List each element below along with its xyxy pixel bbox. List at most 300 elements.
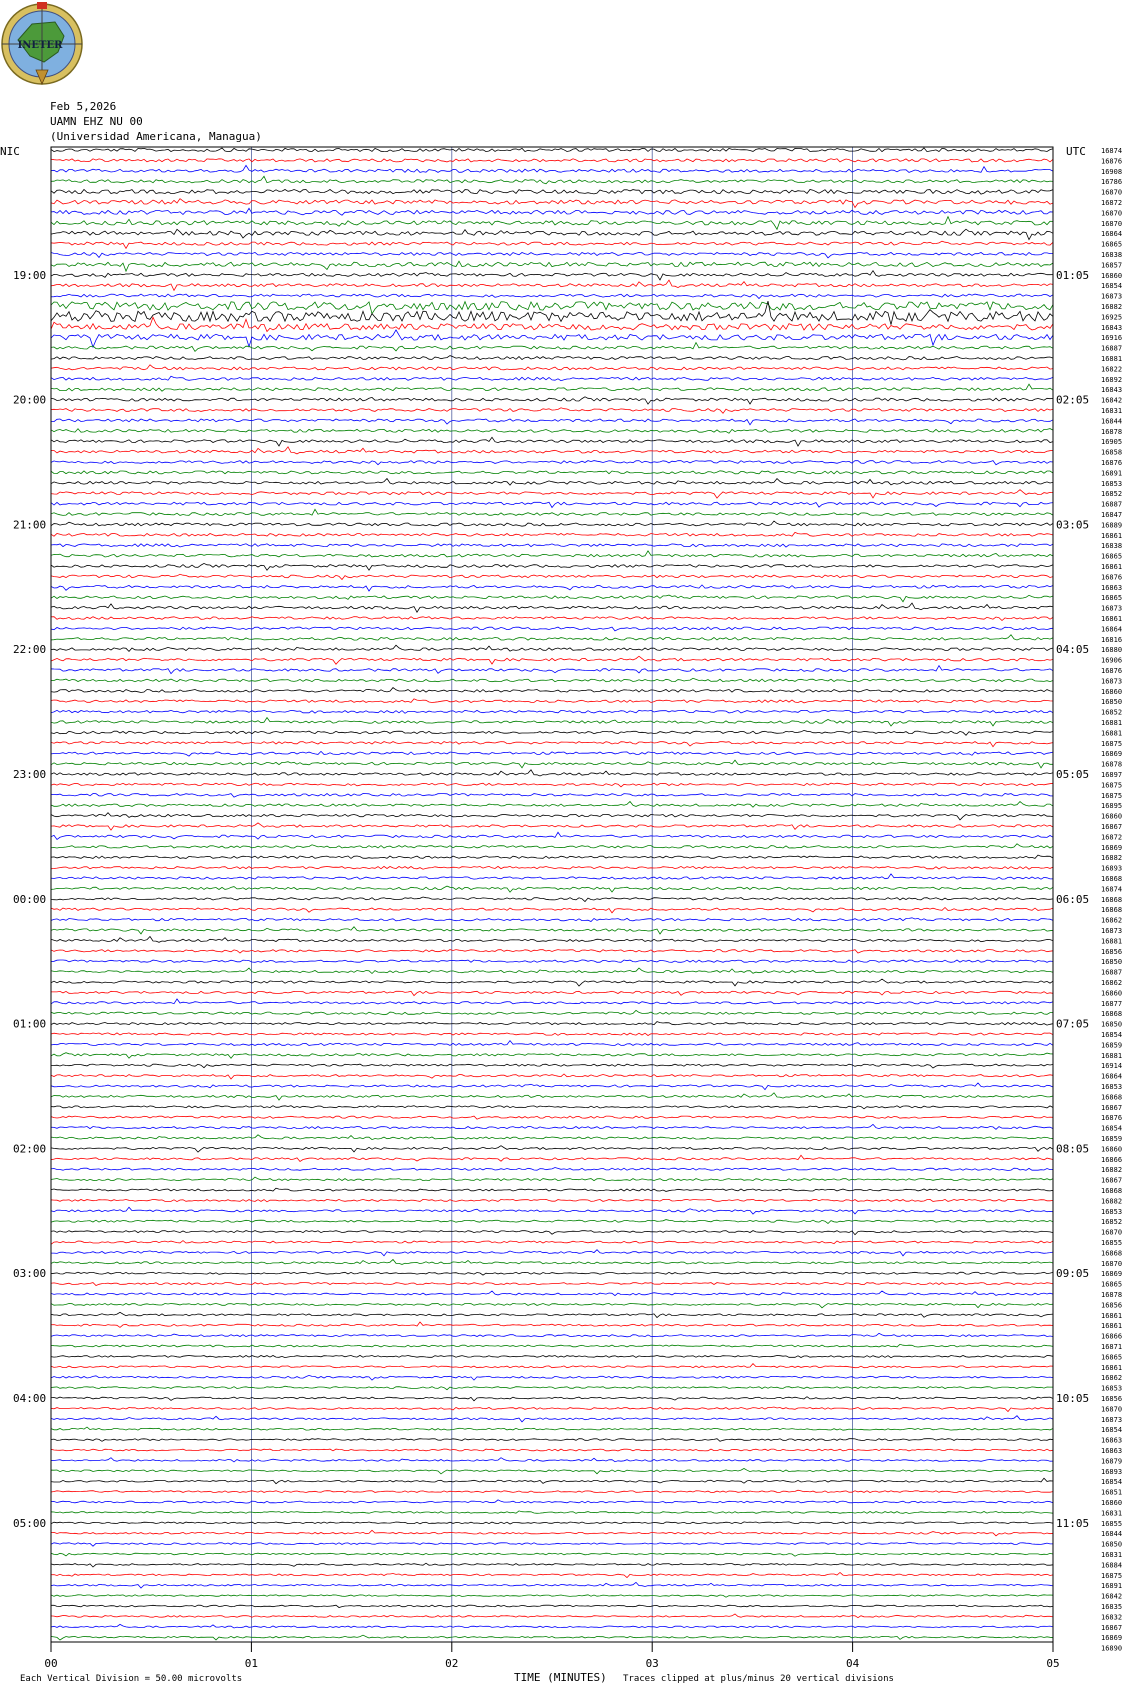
right-hour-label: 05:05 xyxy=(1056,768,1090,781)
row-baseline-label: 16860 xyxy=(1101,1145,1123,1154)
row-baseline-label: 16838 xyxy=(1101,542,1123,551)
trace-row-110 xyxy=(51,1291,1053,1296)
trace-row-70 xyxy=(51,874,1053,879)
trace-row-18 xyxy=(51,330,1053,347)
trace-row-125 xyxy=(51,1449,1053,1451)
row-baseline-label: 16786 xyxy=(1101,178,1123,187)
trace-row-12 xyxy=(51,271,1053,280)
row-baseline-label: 16850 xyxy=(1101,1540,1123,1549)
row-baseline-label: 16876 xyxy=(1101,573,1123,582)
row-baseline-label: 16905 xyxy=(1101,438,1123,447)
row-baseline-label: 16893 xyxy=(1101,864,1123,873)
trace-row-21 xyxy=(51,365,1053,370)
trace-row-3 xyxy=(51,176,1053,184)
row-baseline-label: 16856 xyxy=(1101,1301,1123,1310)
x-tick-label: 04 xyxy=(845,1657,860,1670)
trace-row-75 xyxy=(51,927,1053,934)
trace-row-56 xyxy=(51,730,1053,735)
trace-row-120 xyxy=(51,1397,1053,1401)
station-code: UAMN EHZ NU 00 xyxy=(50,115,143,128)
trace-row-37 xyxy=(51,532,1053,536)
left-hour-label: 03:00 xyxy=(13,1267,47,1281)
row-baseline-label: 16860 xyxy=(1101,989,1123,998)
trace-row-22 xyxy=(51,376,1053,381)
row-baseline-label: 16852 xyxy=(1101,708,1123,717)
row-baseline-label: 16866 xyxy=(1101,1155,1123,1164)
left-hour-label: 05:00 xyxy=(13,1516,47,1530)
row-baseline-label: 16873 xyxy=(1101,604,1123,613)
trace-row-46 xyxy=(51,627,1053,631)
row-baseline-label: 16855 xyxy=(1101,1239,1123,1247)
row-baseline-label: 16842 xyxy=(1101,1592,1123,1601)
trace-row-139 xyxy=(51,1595,1053,1597)
row-baseline-label: 16889 xyxy=(1101,521,1123,530)
trace-row-96 xyxy=(51,1146,1053,1152)
trace-row-32 xyxy=(51,479,1053,486)
trace-row-57 xyxy=(51,742,1053,747)
row-baseline-label: 16887 xyxy=(1101,344,1123,353)
row-baseline-label: 16856 xyxy=(1101,947,1123,956)
trace-row-140 xyxy=(51,1605,1053,1607)
row-baseline-label: 16870 xyxy=(1101,219,1123,228)
trace-row-117 xyxy=(51,1364,1053,1368)
row-baseline-label: 16860 xyxy=(1101,271,1123,280)
trace-row-8 xyxy=(51,229,1053,239)
trace-row-122 xyxy=(51,1416,1053,1422)
x-tick-label: 01 xyxy=(244,1657,259,1670)
trace-row-27 xyxy=(51,429,1053,434)
trace-row-1 xyxy=(51,159,1053,162)
row-baseline-label: 16853 xyxy=(1101,1384,1123,1393)
row-baseline-label: 16869 xyxy=(1101,750,1123,759)
trace-row-98 xyxy=(51,1168,1053,1171)
right-hour-label: 01:05 xyxy=(1056,268,1090,282)
row-baseline-label: 16863 xyxy=(1101,1436,1123,1445)
trace-row-72 xyxy=(51,897,1053,902)
row-baseline-label: 16875 xyxy=(1101,739,1123,748)
trace-row-137 xyxy=(51,1573,1053,1578)
trace-row-103 xyxy=(51,1220,1053,1224)
trace-row-119 xyxy=(51,1386,1053,1390)
row-baseline-label: 16860 xyxy=(1101,1499,1123,1507)
row-baseline-label: 16854 xyxy=(1101,282,1123,291)
trace-row-5 xyxy=(51,199,1053,208)
row-baseline-label: 16861 xyxy=(1101,615,1123,623)
row-baseline-label: 16868 xyxy=(1101,1093,1123,1102)
trace-row-141 xyxy=(51,1614,1053,1618)
row-baseline-label: 16893 xyxy=(1101,1467,1123,1476)
trace-row-99 xyxy=(51,1177,1053,1181)
trace-row-43 xyxy=(51,595,1053,602)
row-baseline-label: 16870 xyxy=(1101,209,1123,218)
row-baseline-label: 16863 xyxy=(1101,1447,1123,1455)
row-baseline-label: 16865 xyxy=(1101,1280,1123,1289)
trace-row-66 xyxy=(51,832,1053,839)
trace-row-24 xyxy=(51,397,1053,404)
trace-row-74 xyxy=(51,918,1053,922)
trace-row-124 xyxy=(51,1439,1053,1442)
row-baseline-label: 16852 xyxy=(1101,490,1123,499)
trace-row-92 xyxy=(51,1106,1053,1109)
row-baseline-label: 16856 xyxy=(1101,1395,1123,1403)
row-baseline-label: 16897 xyxy=(1101,771,1123,779)
trace-row-126 xyxy=(51,1458,1053,1462)
row-baseline-label: 16887 xyxy=(1101,968,1123,977)
row-baseline-label: 16862 xyxy=(1101,1374,1123,1383)
trace-row-13 xyxy=(51,280,1053,290)
trace-row-106 xyxy=(51,1250,1053,1256)
trace-row-136 xyxy=(51,1563,1053,1567)
row-baseline-label: 16873 xyxy=(1101,677,1123,686)
trace-row-34 xyxy=(51,502,1053,507)
trace-row-38 xyxy=(51,544,1053,547)
row-baseline-label: 16874 xyxy=(1101,885,1123,894)
row-baseline-label: 16867 xyxy=(1101,1176,1123,1185)
trace-row-67 xyxy=(51,844,1053,849)
row-baseline-label: 16891 xyxy=(1101,469,1123,478)
trace-row-42 xyxy=(51,585,1053,591)
right-axis-title: UTC xyxy=(1066,145,1086,158)
trace-row-48 xyxy=(51,645,1053,651)
row-baseline-label: 16855 xyxy=(1101,1519,1123,1528)
trace-row-121 xyxy=(51,1407,1053,1412)
right-hour-label: 03:05 xyxy=(1056,518,1090,532)
trace-row-23 xyxy=(51,384,1053,391)
scale-note: Each Vertical Division = 50.00 microvolts xyxy=(20,1674,243,1684)
logo-text: INETER xyxy=(17,40,63,51)
row-baseline-label: 16873 xyxy=(1101,1415,1123,1424)
row-baseline-label: 16854 xyxy=(1101,1124,1123,1133)
row-baseline-label: 16853 xyxy=(1101,1207,1123,1216)
row-baseline-label: 16882 xyxy=(1101,854,1123,863)
row-baseline-label: 16869 xyxy=(1101,1270,1123,1279)
row-baseline-label: 16832 xyxy=(1101,1613,1123,1622)
row-baseline-label: 16895 xyxy=(1101,802,1123,811)
trace-row-76 xyxy=(51,937,1053,943)
row-baseline-label: 16854 xyxy=(1101,1426,1123,1435)
trace-row-9 xyxy=(51,241,1053,248)
trace-row-86 xyxy=(51,1041,1053,1046)
row-baseline-label: 16822 xyxy=(1101,365,1123,374)
trace-row-143 xyxy=(51,1635,1053,1640)
row-baseline-label: 16853 xyxy=(1101,479,1123,488)
trace-row-69 xyxy=(51,866,1053,869)
trace-row-45 xyxy=(51,617,1053,621)
row-baseline-label: 16868 xyxy=(1101,895,1123,904)
right-hour-label: 02:05 xyxy=(1056,393,1090,407)
row-baseline-label: 16914 xyxy=(1101,1062,1123,1071)
right-hour-label: 06:05 xyxy=(1056,892,1090,906)
trace-row-79 xyxy=(51,968,1053,973)
row-baseline-label: 16861 xyxy=(1101,531,1123,540)
row-baseline-label: 16873 xyxy=(1101,292,1123,301)
trace-row-64 xyxy=(51,813,1053,820)
trace-row-142 xyxy=(51,1624,1053,1628)
row-baseline-label: 16877 xyxy=(1101,999,1123,1008)
trace-row-68 xyxy=(51,855,1053,858)
trace-row-132 xyxy=(51,1522,1053,1524)
trace-row-2 xyxy=(51,165,1053,172)
trace-row-128 xyxy=(51,1478,1053,1484)
trace-row-14 xyxy=(51,294,1053,298)
trace-row-80 xyxy=(51,979,1053,986)
row-baseline-label: 16859 xyxy=(1101,1041,1123,1050)
trace-row-36 xyxy=(51,521,1053,526)
trace-row-29 xyxy=(51,447,1053,454)
trace-row-19 xyxy=(51,343,1053,352)
trace-row-108 xyxy=(51,1272,1053,1275)
row-baseline-label: 16876 xyxy=(1101,459,1123,467)
row-baseline-label: 16881 xyxy=(1101,729,1123,738)
trace-row-94 xyxy=(51,1124,1053,1129)
trace-row-82 xyxy=(51,999,1053,1004)
x-tick-label: 00 xyxy=(44,1657,58,1670)
row-baseline-label: 16854 xyxy=(1101,1478,1123,1487)
row-baseline-label: 16860 xyxy=(1101,812,1123,821)
row-baseline-label: 16869 xyxy=(1101,1634,1123,1643)
row-baseline-label: 16868 xyxy=(1101,875,1123,883)
trace-row-111 xyxy=(51,1303,1053,1307)
row-baseline-label: 16850 xyxy=(1101,1020,1123,1029)
trace-row-44 xyxy=(51,603,1053,612)
seismic-traces xyxy=(51,148,1053,1640)
trace-row-78 xyxy=(51,960,1053,962)
row-baseline-label: 16873 xyxy=(1101,927,1123,935)
row-baseline-label: 16831 xyxy=(1101,407,1123,415)
row-baseline-label: 16865 xyxy=(1101,1353,1123,1362)
x-tick-label: 02 xyxy=(445,1657,459,1670)
trace-row-91 xyxy=(51,1093,1053,1100)
trace-row-39 xyxy=(51,551,1053,557)
row-baseline-label: 16890 xyxy=(1101,1644,1123,1653)
right-hour-label: 08:05 xyxy=(1056,1142,1090,1156)
trace-row-16 xyxy=(51,301,1053,325)
row-baseline-label: 16878 xyxy=(1101,427,1123,436)
row-baseline-label: 16847 xyxy=(1101,511,1123,519)
row-baseline-label: 16869 xyxy=(1101,843,1123,852)
trace-row-33 xyxy=(51,490,1053,499)
row-baseline-label: 16880 xyxy=(1101,646,1123,655)
trace-row-25 xyxy=(51,408,1053,414)
row-baseline-label: 16858 xyxy=(1101,448,1123,457)
row-baseline-label: 16878 xyxy=(1101,1291,1123,1299)
left-hour-label: 22:00 xyxy=(13,643,47,657)
trace-row-49 xyxy=(51,656,1053,664)
row-baseline-label: 16859 xyxy=(1101,1135,1123,1143)
trace-row-95 xyxy=(51,1135,1053,1140)
trace-row-129 xyxy=(51,1490,1053,1492)
row-baseline-label: 16870 xyxy=(1101,1405,1123,1414)
trace-row-7 xyxy=(51,217,1053,230)
trace-row-55 xyxy=(51,718,1053,726)
trace-row-134 xyxy=(51,1542,1053,1546)
row-baseline-label: 16864 xyxy=(1101,1072,1123,1081)
trace-row-116 xyxy=(51,1355,1053,1357)
row-baseline-label: 16868 xyxy=(1101,1187,1123,1195)
right-hour-label: 10:05 xyxy=(1056,1392,1090,1405)
trace-row-123 xyxy=(51,1427,1053,1430)
row-baseline-label: 16870 xyxy=(1101,1228,1123,1237)
trace-row-35 xyxy=(51,509,1053,515)
row-baseline-label: 16864 xyxy=(1101,230,1123,239)
trace-row-60 xyxy=(51,770,1053,776)
left-hour-label: 04:00 xyxy=(13,1392,47,1405)
trace-row-97 xyxy=(51,1155,1053,1161)
row-baseline-label: 16865 xyxy=(1101,594,1123,603)
trace-row-10 xyxy=(51,253,1053,258)
trace-row-40 xyxy=(51,563,1053,570)
trace-row-85 xyxy=(51,1033,1053,1036)
row-baseline-label: 16870 xyxy=(1101,1259,1123,1268)
trace-row-115 xyxy=(51,1344,1053,1347)
row-baseline-label: 16891 xyxy=(1101,1582,1123,1591)
x-axis-label: TIME (MINUTES) xyxy=(514,1671,607,1684)
trace-row-30 xyxy=(51,461,1053,465)
trace-row-112 xyxy=(51,1312,1053,1317)
trace-row-52 xyxy=(51,688,1053,693)
row-baseline-label: 16843 xyxy=(1101,323,1123,332)
row-baseline-label: 16844 xyxy=(1101,417,1123,426)
trace-row-118 xyxy=(51,1375,1053,1380)
trace-row-28 xyxy=(51,437,1053,446)
trace-row-4 xyxy=(51,190,1053,195)
left-hour-label: 00:00 xyxy=(13,892,47,906)
row-baseline-label: 16851 xyxy=(1101,1488,1123,1497)
trace-row-54 xyxy=(51,710,1053,713)
axes xyxy=(0,145,1122,1670)
row-baseline-label: 16882 xyxy=(1101,1166,1123,1175)
left-hour-label: 23:00 xyxy=(13,768,47,781)
row-baseline-label: 16876 xyxy=(1101,667,1123,675)
station-location: (Universidad Americana, Managua) xyxy=(50,130,262,143)
trace-row-113 xyxy=(51,1322,1053,1327)
row-baseline-label: 16879 xyxy=(1101,1457,1123,1466)
row-baseline-label: 16867 xyxy=(1101,1623,1123,1632)
trace-row-102 xyxy=(51,1207,1053,1214)
row-baseline-label: 16862 xyxy=(1101,979,1123,987)
row-baseline-label: 16881 xyxy=(1101,1051,1123,1060)
row-baseline-label: 16925 xyxy=(1101,313,1123,322)
row-baseline-label: 16867 xyxy=(1101,823,1123,831)
row-baseline-label: 16882 xyxy=(1101,303,1123,311)
row-baseline-label: 16876 xyxy=(1101,1114,1123,1123)
row-baseline-label: 16861 xyxy=(1101,1363,1123,1372)
row-baseline-label: 16887 xyxy=(1101,500,1123,509)
row-baseline-label: 16881 xyxy=(1101,719,1123,727)
trace-row-100 xyxy=(51,1188,1053,1191)
row-baseline-label: 16892 xyxy=(1101,375,1123,384)
trace-row-114 xyxy=(51,1333,1053,1337)
row-baseline-label: 16852 xyxy=(1101,1218,1123,1227)
row-baseline-label: 16875 xyxy=(1101,791,1123,800)
trace-row-83 xyxy=(51,1010,1053,1014)
left-hour-label: 02:00 xyxy=(13,1142,47,1156)
clip-note: Traces clipped at plus/minus 20 vertical divisions xyxy=(623,1674,894,1684)
trace-row-50 xyxy=(51,666,1053,674)
row-baseline-label: 16875 xyxy=(1101,781,1123,790)
row-baseline-label: 16871 xyxy=(1101,1343,1123,1351)
trace-row-59 xyxy=(51,760,1053,768)
row-baseline-label: 16842 xyxy=(1101,396,1123,405)
row-baseline-label: 16853 xyxy=(1101,1083,1123,1091)
trace-row-41 xyxy=(51,574,1053,579)
trace-row-65 xyxy=(51,823,1053,830)
trace-row-31 xyxy=(51,471,1053,474)
left-hour-label: 21:00 xyxy=(13,518,47,532)
plot-date: Feb 5,2026 xyxy=(50,100,117,113)
row-baseline-label: 16882 xyxy=(1101,1197,1123,1206)
row-baseline-label: 16906 xyxy=(1101,656,1123,665)
right-hour-label: 09:05 xyxy=(1056,1267,1090,1281)
row-baseline-label: 16868 xyxy=(1101,1249,1123,1258)
trace-row-77 xyxy=(51,950,1053,953)
trace-row-71 xyxy=(51,886,1053,892)
row-baseline-label: 16843 xyxy=(1101,386,1123,395)
row-baseline-label: 16868 xyxy=(1101,906,1123,915)
plot-frame xyxy=(51,147,1053,1642)
trace-row-133 xyxy=(51,1530,1053,1536)
trace-row-6 xyxy=(51,208,1053,215)
row-baseline-label: 16857 xyxy=(1101,261,1123,270)
trace-row-20 xyxy=(51,356,1053,360)
trace-row-105 xyxy=(51,1241,1053,1245)
row-baseline-label: 16862 xyxy=(1101,916,1123,925)
trace-row-130 xyxy=(51,1500,1053,1503)
trace-row-73 xyxy=(51,908,1053,913)
trace-row-53 xyxy=(51,699,1053,703)
row-baseline-label: 16867 xyxy=(1101,1103,1123,1112)
row-baseline-label: 16854 xyxy=(1101,1031,1123,1039)
trace-row-61 xyxy=(51,783,1053,787)
trace-row-88 xyxy=(51,1064,1053,1068)
row-baseline-label: 16881 xyxy=(1101,937,1123,946)
trace-row-101 xyxy=(51,1199,1053,1201)
trace-row-135 xyxy=(51,1553,1053,1556)
trace-row-47 xyxy=(51,635,1053,640)
right-hour-label: 07:05 xyxy=(1056,1017,1090,1031)
row-baseline-label: 16838 xyxy=(1101,251,1123,259)
row-baseline-label: 16874 xyxy=(1101,147,1123,155)
row-baseline-label: 16878 xyxy=(1101,760,1123,769)
row-baseline-label: 16881 xyxy=(1101,355,1123,363)
trace-row-84 xyxy=(51,1022,1053,1026)
x-tick-label: 03 xyxy=(645,1657,659,1670)
trace-row-51 xyxy=(51,678,1053,681)
left-hour-label: 01:00 xyxy=(13,1017,47,1031)
trace-row-138 xyxy=(51,1582,1053,1588)
row-baseline-label: 16860 xyxy=(1101,687,1123,696)
row-baseline-label: 16872 xyxy=(1101,199,1123,207)
row-baseline-label: 16831 xyxy=(1101,1551,1123,1559)
row-baseline-label: 16865 xyxy=(1101,240,1123,249)
row-baseline-label: 16831 xyxy=(1101,1509,1123,1518)
right-hour-label: 11:05 xyxy=(1056,1516,1090,1530)
row-baseline-label: 16876 xyxy=(1101,157,1123,166)
row-baseline-label: 16863 xyxy=(1101,583,1123,592)
row-baseline-label: 16861 xyxy=(1101,563,1123,571)
trace-row-26 xyxy=(51,419,1053,425)
row-baseline-label: 16844 xyxy=(1101,1530,1123,1539)
trace-row-90 xyxy=(51,1083,1053,1090)
row-baseline-label: 16908 xyxy=(1101,167,1123,176)
row-baseline-label: 16861 xyxy=(1101,1311,1123,1320)
trace-row-89 xyxy=(51,1074,1053,1079)
row-baseline-label: 16861 xyxy=(1101,1322,1123,1331)
minute-gridlines xyxy=(251,147,852,1642)
trace-row-58 xyxy=(51,751,1053,756)
trace-row-11 xyxy=(51,261,1053,271)
row-baseline-label: 16872 xyxy=(1101,833,1123,842)
